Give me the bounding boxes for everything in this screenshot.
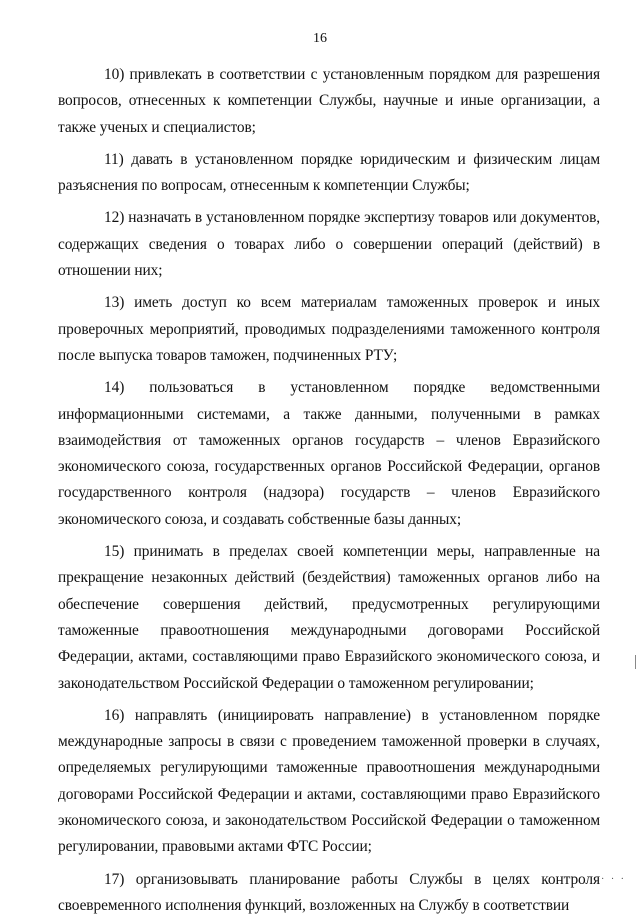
paragraph-item-15: 15) принимать в пределах своей компетенции меры, направленные на прекращение незаконных действий (бездействия) таможенных органов либо на обеспечение совершения действий, предусмотренных регулирующими таможенные правоотношения международными договорами Российской Федерации, актами, составляющими право Евразийского экономического союза, и законодательством Российской Федерации о таможенном регулировании; <box>58 543 600 692</box>
paragraph-item-12: 12) назначать в установленном порядке экспертизу товаров или документов, содержащих сведения о товарах либо о совершении операций (действий) в отношении них; <box>58 209 600 280</box>
paragraph-item-14: 14) пользоваться в установленном порядке ведомственными информационными системами, а также данными, полученными в рамках взаимодействия от таможенных органов государств – членов Евразийского экономического союза, государственных органов Российской Федерации, органов государственного контроля (надзора) государств – членов Евразийского экономического союза, и создавать собственные базы данных; <box>58 379 600 528</box>
paragraph-item-16: 16) направлять (инициировать направление) в установленном порядке международные запросы в связи с проведением таможенной проверки в случаях, определяемых регулирующими таможенные правоотношения международными договорами Российской Федерации и актами, составляющими право Евразийского экономического союза, и законодательством Российской Федерации о таможенном регулировании, правовыми актами ФТС России; <box>58 706 600 856</box>
scan-corner-dots: · · · <box>601 874 626 885</box>
paragraph-item-10: 10) привлекать в соответствии с установленным порядком для разрешения вопросов, отнесенных к компетенции Службы, научные и иные организации, а также ученых и специалистов; <box>58 66 600 136</box>
scan-edge-mark <box>635 655 636 669</box>
paragraph-item-13: 13) иметь доступ ко всем материалам таможенных проверок и иных проверочных мероприятий, проводимых подразделениями таможенного контроля после выпуска товаров таможен, подчиненных РТУ; <box>58 294 600 364</box>
paragraph-item-17: 17) организовывать планирование работы Службы в целях контроля своевременного исполнения функций, возложенных на Службу в соответствии <box>58 870 600 914</box>
document-body <box>58 62 600 919</box>
page-number: 16 <box>313 31 327 46</box>
paragraph-item-11: 11) давать в установленном порядке юридическим и физическим лицам разъяснения по вопросам, отнесенным к компетенции Службы; <box>58 150 600 195</box>
